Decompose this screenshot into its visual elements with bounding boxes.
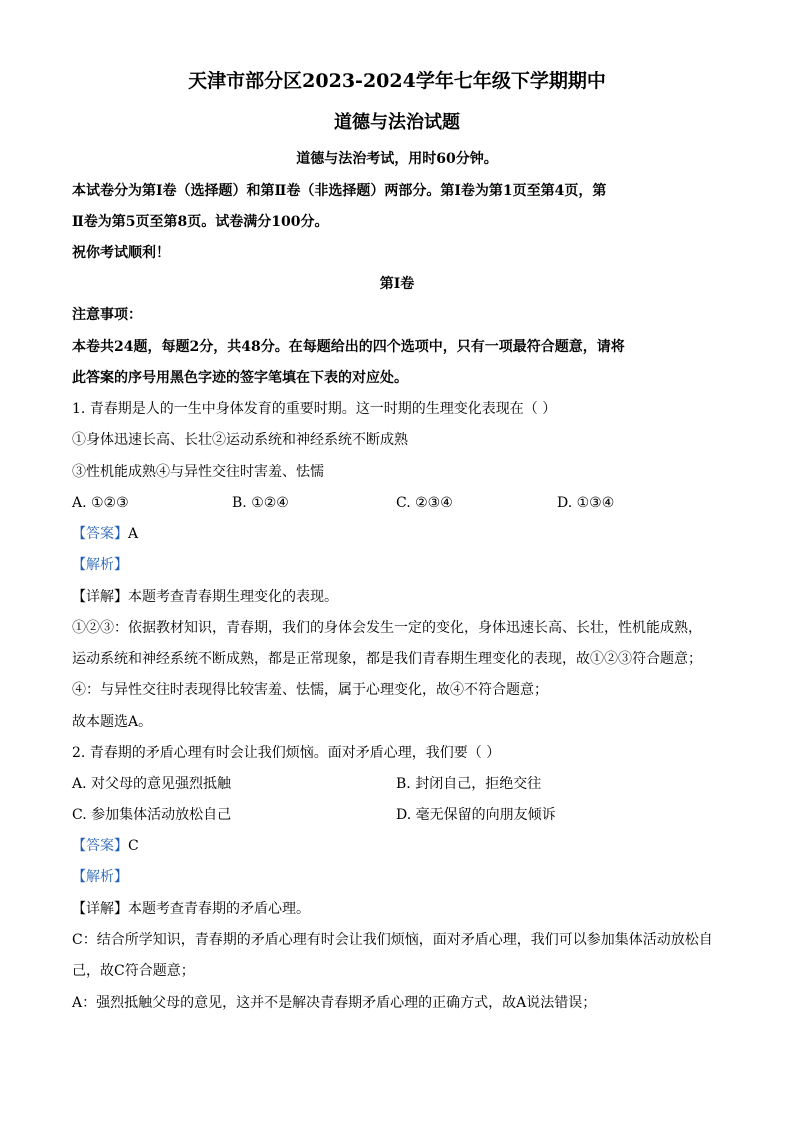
answer-tag: 【答案】 [72,526,128,542]
detail-intro: 本题考查青春期的矛盾心理。 [128,901,310,917]
detail-intro: 本题考查青春期生理变化的表现。 [128,589,338,605]
question-2-explanation-line: C：结合所学知识，青春期的矛盾心理有时会让我们烦恼，面对矛盾心理，我们可以参加集体活动放松自 [72,932,713,948]
exam-time-note: 道德与法治考试，用时60分钟。 [296,151,498,167]
question-1-item-line: ①身体迅速长高、长壮②运动系统和神经系统不断成熟 [72,432,408,448]
question-1-answer [72,524,138,544]
notice-line-1: 本卷共24题，每题2分，共48分。在每题给出的四个选项中，只有一项最符合题意，请将 [72,339,625,355]
question-1-explanation-line: 故本题选A。 [72,714,153,730]
question-1-explanation-line: ①②③：依据教材知识，青春期，我们的身体会发生一定的变化，身体迅速长高、长壮，性机能成熟， [72,620,702,636]
question-2-explanation-line: A：强烈抵触父母的意见，这并不是解决青春期矛盾心理的正确方式，故A说法错误； [72,995,597,1011]
exam-subtitle: 道德与法治试题 [334,112,460,133]
answer-tag: 【答案】 [72,838,128,854]
exam-title: 天津市部分区2023-2024学年七年级下学期期中 [188,70,606,92]
detail-tag: 【详解】 [72,589,128,605]
notice-title: 注意事项： [72,307,142,323]
question-1-option-d: D. ①③④ [557,495,615,511]
question-2-option-d: D. 毫无保留的向朋友倾诉 [396,807,556,823]
question-1-stem: 1. 青春期是人的一生中身体发育的重要时期。这一时期的生理变化表现在（ ） [72,401,557,417]
answer-value: C [128,838,139,854]
question-2-answer [72,836,139,856]
question-1-item-line: ③性机能成熟④与异性交往时害羞、怯懦 [72,464,324,480]
question-2-stem: 2. 青春期的矛盾心理有时会让我们烦恼。面对矛盾心理，我们要（ ） [72,745,501,761]
question-1-explanation-line: ④：与异性交往时表现得比较害羞、怯懦，属于心理变化，故④不符合题意； [72,682,548,698]
question-2-detail [72,899,310,919]
notice-line-2: 此答案的序号用黑色字迹的签字笔填在下表的对应处。 [72,370,408,386]
question-1-detail [72,587,338,607]
section-heading: 第Ⅰ卷 [379,276,415,292]
question-2-analysis-tag: 【解析】 [72,869,128,885]
question-1-option-a: A. ①②③ [72,495,129,511]
question-2-explanation-line: 己，故C符合题意； [72,963,195,979]
structure-line-1: 本试卷分为第Ⅰ卷（选择题）和第Ⅱ卷（非选择题）两部分。第Ⅰ卷为第1页至第4页，第 [72,183,607,199]
question-2-option-c: C. 参加集体活动放松自己 [72,807,232,823]
question-2-option-b: B. 封闭自己，拒绝交往 [396,776,542,792]
answer-value: A [128,526,139,542]
wish-line: 祝你考试顺利！ [72,245,170,261]
question-2-option-a: A. 对父母的意见强烈抵触 [72,776,232,792]
question-1-explanation-line: 运动系统和神经系统不断成熟，都是正常现象，都是我们青春期生理变化的表现，故①②③符合题意； [72,651,702,667]
structure-line-2: Ⅱ卷为第5页至第8页。试卷满分100分。 [72,214,329,230]
question-1-option-b: B. ①②④ [232,495,289,511]
question-1-option-c: C. ②③④ [396,495,453,511]
question-1-analysis-tag: 【解析】 [72,557,128,573]
detail-tag: 【详解】 [72,901,128,917]
